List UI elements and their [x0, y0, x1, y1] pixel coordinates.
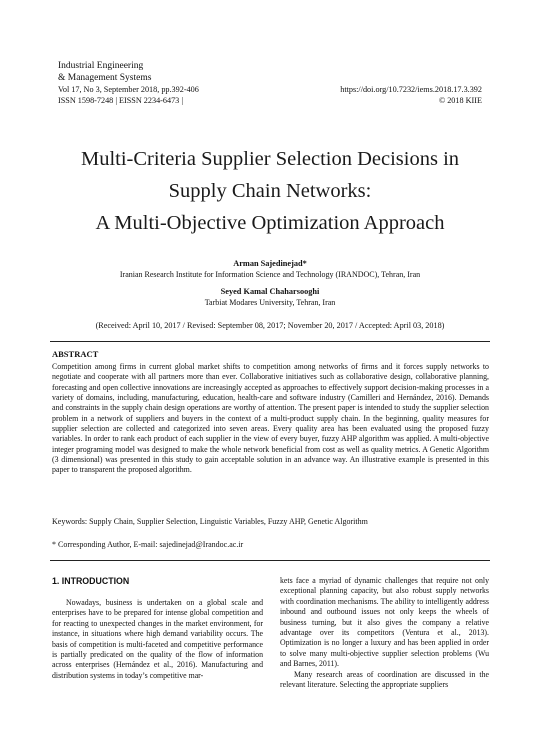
intro-paragraph-1-continued: kets face a myriad of dynamic challenges that require not only exceptional planning capacity, but also robust supply networks with coordination mechanisms. The ability to intelligently address inbound and outbound issues not only keeps the wheels of business turning, but it also gives the company a relative advantage over its competitors (Ventura et al., 2013). Optimization is no longer a luxury and has been applied in order to solve many multi-objective supplier selection problems (Wu and Barnes, 2011).: [280, 576, 489, 669]
paper-title: [30, 143, 510, 239]
abstract-heading: ABSTRACT: [52, 349, 99, 359]
volume-info: Vol 17, No 3, September 2018, pp.392-406: [58, 85, 199, 94]
abstract-top-rule: [50, 341, 490, 342]
journal-name-line2: & Management Systems: [58, 73, 152, 83]
title-line-3: A Multi-Objective Optimization Approach: [95, 212, 445, 234]
abstract-body: Competition among firms in current global market shifts to competition among networks of firms and it forces supply networks to negotiate and cooperate with all partners more than ever. Collaborative initiatives such as collaborative design, collaborative planning, forecasting and open collective innovations are increasingly accepted as approaches to effectively support decision-making processes in a variety of domains, including, manufacturing, education, health-care and software industry (Camilleri and Hernández, 2016). Demands and constraints in the supply chain design operations are worthy of attention. The present paper is intended to study the supplier selection problem in a network of suppliers and buyers in the context of a multi-product supply chain. In the beginning, quality measures for supplier selection are collected and categorized into seven areas. Every quality area has been evaluated using the proposed fuzzy variables. In order to rank each product of each supplier in the view of every buyer, fuzzy AHP algorithm was applied. A multi-objective integer programing model was designed to make the whole network beneficial from cost as well as quality metrics. A Genetic Algorithm (3 dimensional) was presented in this study to gain acceptable solution in an advance way. An illustrative example is presented in this paper to transparent the proposed algorithm.: [52, 362, 489, 475]
affiliation-1: Iranian Research Institute for Information Science and Technology (IRANDOC), Tehran, Iran: [119, 270, 421, 279]
keywords: Keywords: Supply Chain, Supplier Selection, Linguistic Variables, Fuzzy AHP, Genetic Algorithm: [52, 517, 368, 526]
author-1: Arman Sajedinejad*: [233, 259, 307, 268]
section-heading-introduction: 1. INTRODUCTION: [52, 576, 130, 586]
title-line-1: Multi-Criteria Supplier Selection Decisions in: [80, 148, 460, 170]
affiliation-2: Tarbiat Modares University, Tehran, Iran: [204, 298, 336, 307]
abstract-bottom-rule: [50, 560, 490, 561]
submission-dates: (Received: April 10, 2017 / Revised: September 08, 2017; November 20, 2017 / Accepted: April 03, 2018): [95, 321, 445, 330]
author-2: Seyed Kamal Chaharsooghi: [220, 287, 320, 296]
doi-link[interactable]: https://doi.org/10.7232/iems.2018.17.3.392: [340, 85, 482, 94]
left-column: [52, 598, 263, 681]
copyright-notice: © 2018 KIIE: [438, 96, 482, 105]
intro-paragraph-1: Nowadays, business is undertaken on a global scale and enterprises have to be prepared for intense global competition and for reacting to unexpected changes in the market environment, for instance, in situations where high demand variability occurs. The basis of competition is multi-faceted and competitive performance is partially predicated on the quality of the flow of information across enterprises (Hernández et al., 2016). Manufacturing and distribution systems in today’s competitive mar-: [52, 598, 263, 680]
title-line-2: Supply Chain Networks:: [168, 180, 372, 202]
issn-info: ISSN 1598-7248 | EISSN 2234-6473 |: [58, 96, 183, 105]
corresponding-author: * Corresponding Author, E-mail: sajedinejad@Irandoc.ac.ir: [52, 540, 244, 549]
intro-paragraph-2: Many research areas of coordination are discussed in the relevant literature. Selecting the appropriate suppliers: [280, 669, 489, 690]
journal-name-line1: Industrial Engineering: [58, 61, 144, 71]
right-column: [280, 576, 489, 690]
